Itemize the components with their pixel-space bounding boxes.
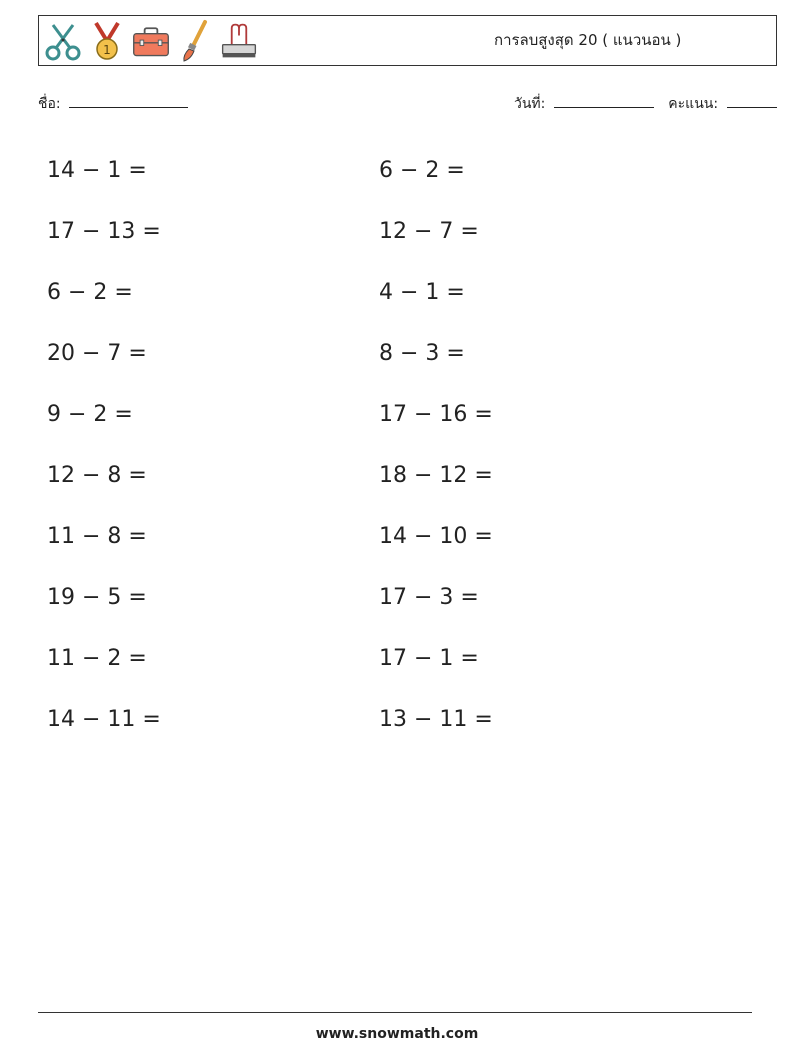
problem-row bbox=[47, 262, 747, 323]
scissors-icon bbox=[43, 19, 83, 63]
worksheet-header bbox=[38, 15, 777, 66]
score-blank bbox=[727, 93, 777, 108]
problem: 12 − 8 = bbox=[47, 463, 147, 488]
problem: 11 − 2 = bbox=[47, 646, 147, 671]
problem: 20 − 7 = bbox=[47, 341, 147, 366]
header-icons bbox=[43, 19, 263, 63]
problem: 11 − 8 = bbox=[47, 524, 147, 549]
problem-row bbox=[47, 201, 747, 262]
problem-row bbox=[47, 323, 747, 384]
problem: 9 − 2 = bbox=[47, 402, 133, 427]
name-label: ชื่อ: bbox=[38, 96, 61, 112]
problem-row bbox=[47, 628, 747, 689]
problem-grid bbox=[47, 140, 747, 750]
problem: 12 − 7 = bbox=[379, 219, 479, 244]
name-blank bbox=[69, 93, 188, 108]
footer-url[interactable]: www.snowmath.com bbox=[315, 1026, 479, 1042]
problem: 14 − 10 = bbox=[379, 524, 493, 549]
problem-row bbox=[47, 384, 747, 445]
problem: 6 − 2 = bbox=[47, 280, 133, 305]
svg-text:1: 1 bbox=[103, 43, 111, 57]
date-blank bbox=[554, 93, 654, 108]
paintbrush-icon bbox=[175, 19, 215, 63]
problem-row bbox=[47, 689, 747, 750]
problem-row bbox=[47, 445, 747, 506]
medal-icon bbox=[87, 19, 127, 63]
problem: 19 − 5 = bbox=[47, 585, 147, 610]
footer-divider bbox=[38, 1012, 752, 1013]
problem: 6 − 2 = bbox=[379, 158, 465, 183]
problem: 17 − 1 = bbox=[379, 646, 479, 671]
problem: 17 − 3 = bbox=[379, 585, 479, 610]
problem-row bbox=[47, 506, 747, 567]
problem: 8 − 3 = bbox=[379, 341, 465, 366]
problem-row bbox=[47, 140, 747, 201]
problem: 14 − 1 = bbox=[47, 158, 147, 183]
briefcase-icon bbox=[131, 19, 171, 63]
problem: 14 − 11 = bbox=[47, 707, 161, 732]
worksheet-title: การลบสูงสุด 20 ( แนวนอน ) bbox=[494, 31, 682, 49]
problem-row bbox=[47, 567, 747, 628]
problem: 17 − 13 = bbox=[47, 219, 161, 244]
date-score-fields bbox=[514, 93, 777, 115]
problem: 4 − 1 = bbox=[379, 280, 465, 305]
binder-clip-icon bbox=[219, 19, 259, 63]
problem: 18 − 12 = bbox=[379, 463, 493, 488]
name-field bbox=[38, 93, 188, 115]
date-label: วันที่: bbox=[514, 96, 546, 112]
problem: 17 − 16 = bbox=[379, 402, 493, 427]
problem: 13 − 11 = bbox=[379, 707, 493, 732]
score-label: คะแนน: bbox=[668, 96, 719, 112]
